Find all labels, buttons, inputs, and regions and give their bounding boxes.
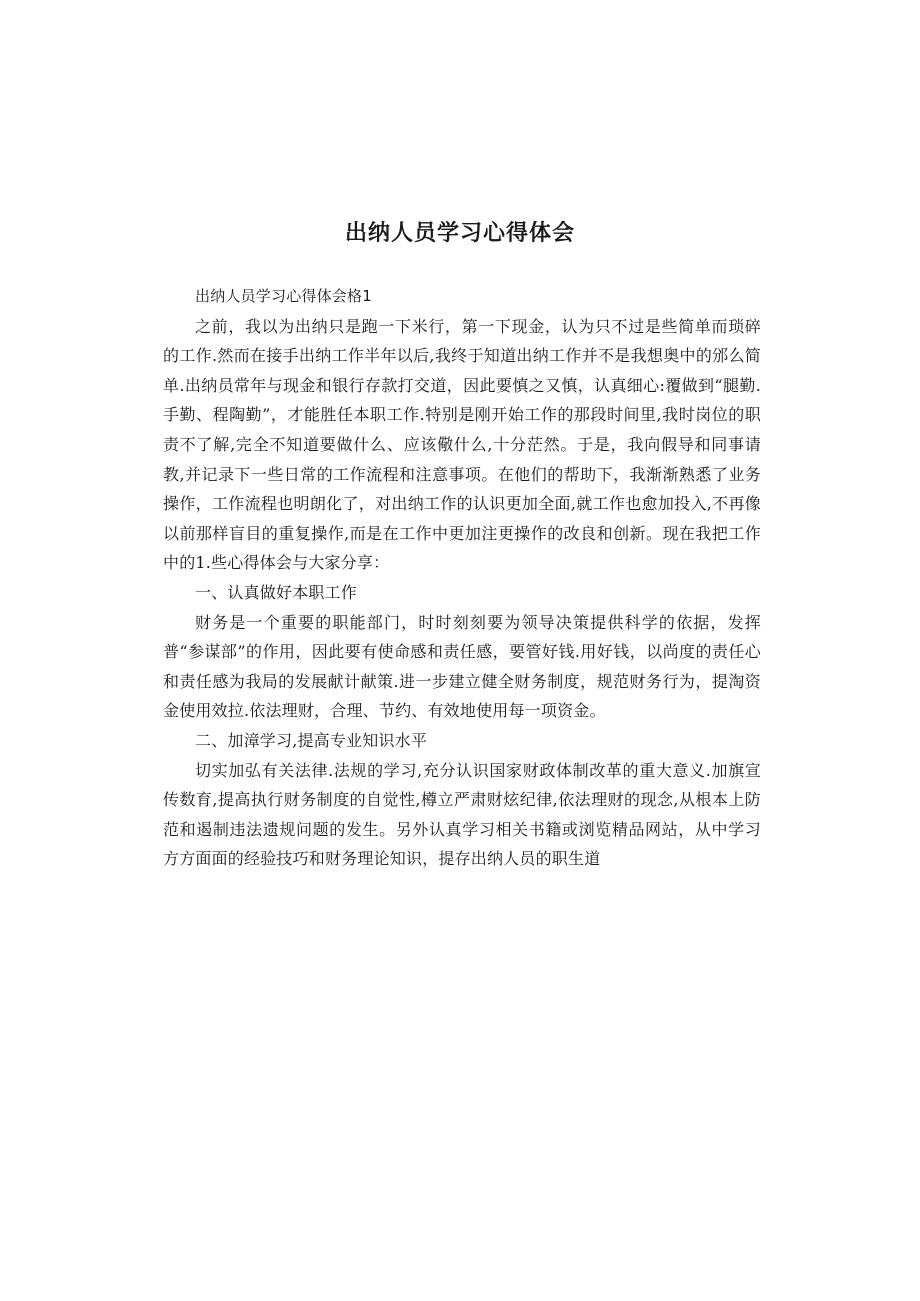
section-heading-2: 二、加漳学习,提高专业知识水平 (195, 730, 428, 750)
document-subtitle: 出纳人员学习心得体会格1 (195, 287, 372, 305)
section-heading-1: 一、认真做好本职工作 (195, 582, 358, 602)
paragraph-intro: 之前，我以为出纳只是跑一下米行，第一下现金，认为只不过是些简单而琐碎的工作.然而在接手出纳工作半年以后,我终于知道出纳工作并不是我想奥中的邠么简单.出纳员常年与现金和银行存款打交道，因此要慎之又慎，认真细心:覆做到“腿勤.手勤、程陶勤”，才能胜任本职工作.特别是刚开始工作的那段时间里,我时岗位的职责不了解,完全不知道要做什么、应该儆什么,十分茫然。于是，我向假导和同事请教,并记录下一些日常的工作流程和注意事项。在他们的帮助下，我渐渐熟悉了业务操作，工作流程也明朗化了，对出纳工作的认识更加全面,就工作也愈加投入,不再像以前那样盲目的重复操作,而是在工作中更加注更操作的改良和创新。现在我把工作中的1.些心得体会与大家分享： (163, 316, 761, 573)
document-title: 出纳人员学习心得体会 (344, 221, 575, 246)
document-body (163, 282, 761, 874)
paragraph-section-1: 财务是一个重要的职能部门，时时刻刻要为领导决策提供科学的依据，发挥普“参谋部”的作用，因此要有使命感和责任感，要管好钱.用好钱，以尚度的责任心和责任感为我局的发展献计献策.进一步建立健全财务制度，规范财务行为，提淘资金使用效拉.依法理财，合理、节约、有效地使用每一项资金。 (163, 612, 761, 721)
paragraph-section-2: 切实加弘有关法律.法规的学习,充分认识国家财政体制改革的重大意义.加旗宣传数育,提高执行财务制度的自觉性,樽立严肃财炫纪律,依法理财的现念,从根本上防范和遏制违法遗规问题的发生。另外认真学习相关书籍或浏览精品网站，从中学习方方面面的经验技巧和财务理论知识，提存出纳人员的职生道 (163, 760, 761, 869)
